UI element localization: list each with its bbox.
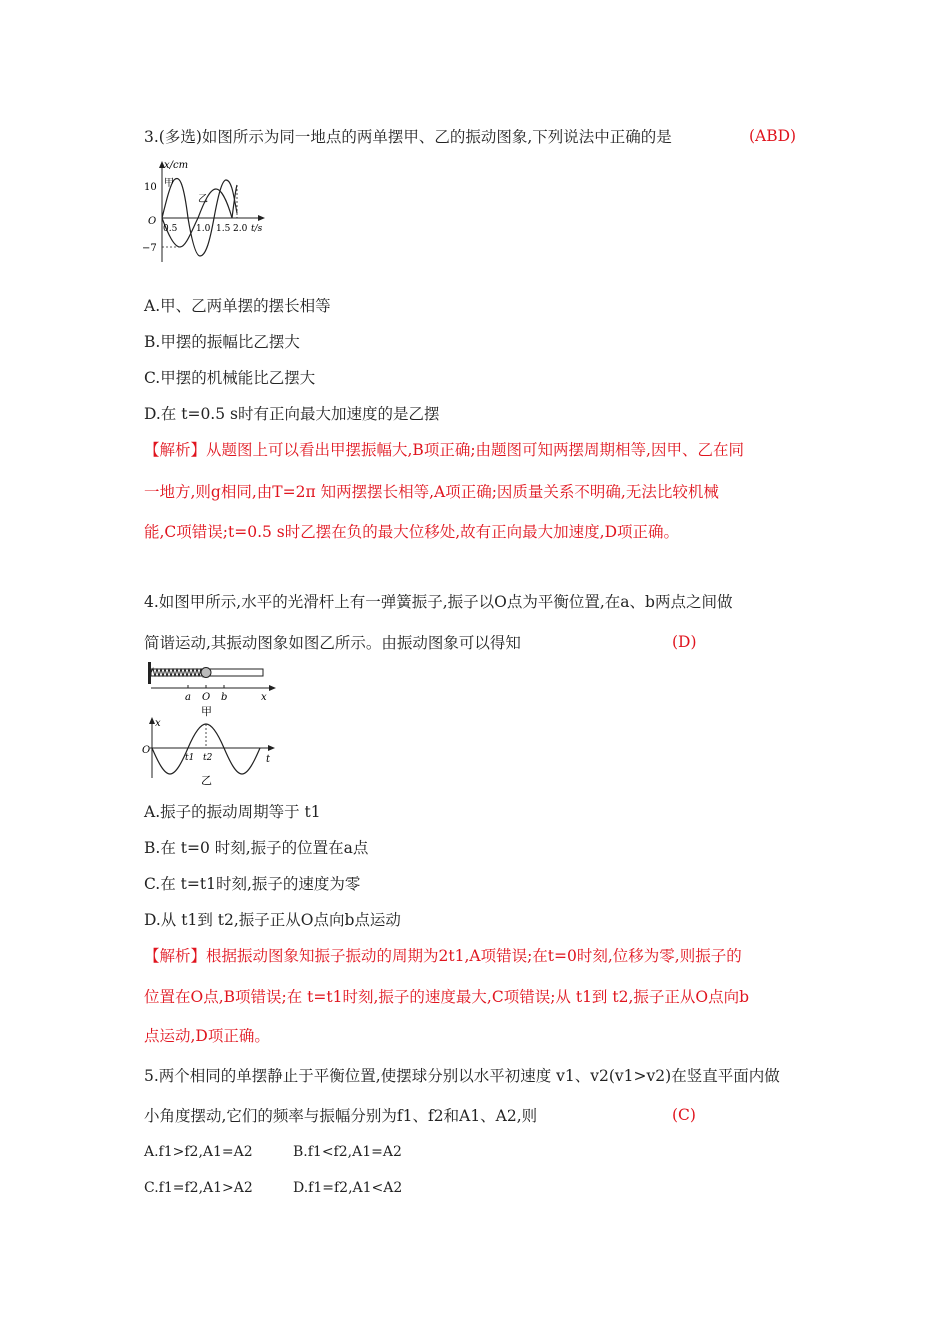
q3-tick-2-0: 2.0 [233,224,248,234]
q4-caption-jia: 甲 [201,705,212,718]
q3-y-min-label: −7 [142,243,157,254]
q3-vibration-graph [140,158,270,268]
q3-tick-1-0: 1.0 [196,224,211,234]
q4-graph-x-label: x [155,718,161,729]
q3-analysis-line-3: 能,C项错误;t=0.5 s时乙摆在负的最大位移处,故有正向最大加速度,D项正确。 [144,523,680,541]
q4-option-b: B.在 t=0 时刻,振子的位置在a点 [144,839,369,857]
q5-stem-line-1: 5.两个相同的单摆静止于平衡位置,使摆球分别以水平初速度 v1、v2(v1>v2)在竖直平面内做 [144,1067,780,1085]
q4-graph-t1: t1 [185,753,195,763]
q3-analysis-line-1: 【解析】从题图上可以看出甲摆振幅大,B项正确;由题图可知两摆周期相等,因甲、乙在同 [144,441,744,459]
q3-stem: 3.(多选)如图所示为同一地点的两单摆甲、乙的振动图象,下列说法中正确的是 [144,128,672,146]
q4-spring-oscillator-figure [144,660,284,720]
q3-x-axis-label: t/s [251,224,263,234]
q3-curve-jia [162,179,237,256]
q3-y-max-label: 10 [144,182,157,193]
q5-stem-line-2: 小角度摆动,它们的频率与振幅分别为f1、f2和A1、A2,则 [144,1107,538,1125]
q3-option-b: B.甲摆的振幅比乙摆大 [144,333,300,351]
q3-tick-1-5: 1.5 [216,224,231,234]
q4-stem-line-1: 4.如图甲所示,水平的光滑杆上有一弹簧振子,振子以O点为平衡位置,在a、b两点之间做 [144,593,733,611]
q5-option-b: B.f1<f2,A1=A2 [293,1144,402,1160]
q4-option-d: D.从 t1到 t2,振子正从O点向b点运动 [144,911,401,929]
q4-label-x: x [261,692,267,703]
q4-analysis-line-3: 点运动,D项正确。 [144,1027,270,1045]
q5-option-a: A.f1>f2,A1=A2 [144,1144,253,1160]
q4-graph-origin: O [142,745,151,756]
q3-option-d: D.在 t=0.5 s时有正向最大加速度的是乙摆 [144,405,440,423]
q4-label-o: O [202,692,211,703]
q4-graph-t-label: t [266,754,271,765]
q4-answer: (D) [672,633,697,651]
q4-graph-t2: t2 [203,753,213,763]
q3-label-yi: 乙 [198,194,208,205]
q3-option-c: C.甲摆的机械能比乙摆大 [144,369,316,387]
q3-analysis-line-2: 一地方,则g相同,由T=2π 知两摆摆长相等,A项正确;因质量关系不明确,无法比较机械 [144,483,719,501]
q4-analysis-line-2: 位置在O点,B项错误;在 t=t1时刻,振子的速度最大,C项错误;从 t1到 t2,振子正从O点向b [144,988,750,1006]
q4-label-b: b [221,692,228,703]
q5-option-c: C.f1=f2,A1>A2 [144,1180,253,1196]
q4-caption-yi: 乙 [201,774,212,786]
q3-origin-label: O [148,216,157,227]
q3-label-jia: 甲 [164,178,174,189]
q5-answer: (C) [672,1106,696,1124]
q4-vibration-graph [140,716,280,786]
q4-label-a: a [185,692,191,703]
q4-analysis-line-1: 【解析】根据振动图象知振子振动的周期为2t1,A项错误;在t=0时刻,位移为零,则振子的 [144,947,742,965]
q3-option-a: A.甲、乙两单摆的摆长相等 [144,297,331,315]
q5-option-d: D.f1=f2,A1<A2 [293,1180,403,1196]
q3-tick-0-5: 0.5 [163,224,178,234]
q4-sine-curve [152,724,260,774]
q3-y-axis-label: x/cm [164,160,189,171]
q3-answer: (ABD) [749,127,797,145]
q4-option-c: C.在 t=t1时刻,振子的速度为零 [144,875,361,893]
q4-stem-line-2: 简谐运动,其振动图象如图乙所示。由振动图象可以得知 [144,634,521,652]
q4-option-a: A.振子的振动周期等于 t1 [144,803,321,821]
